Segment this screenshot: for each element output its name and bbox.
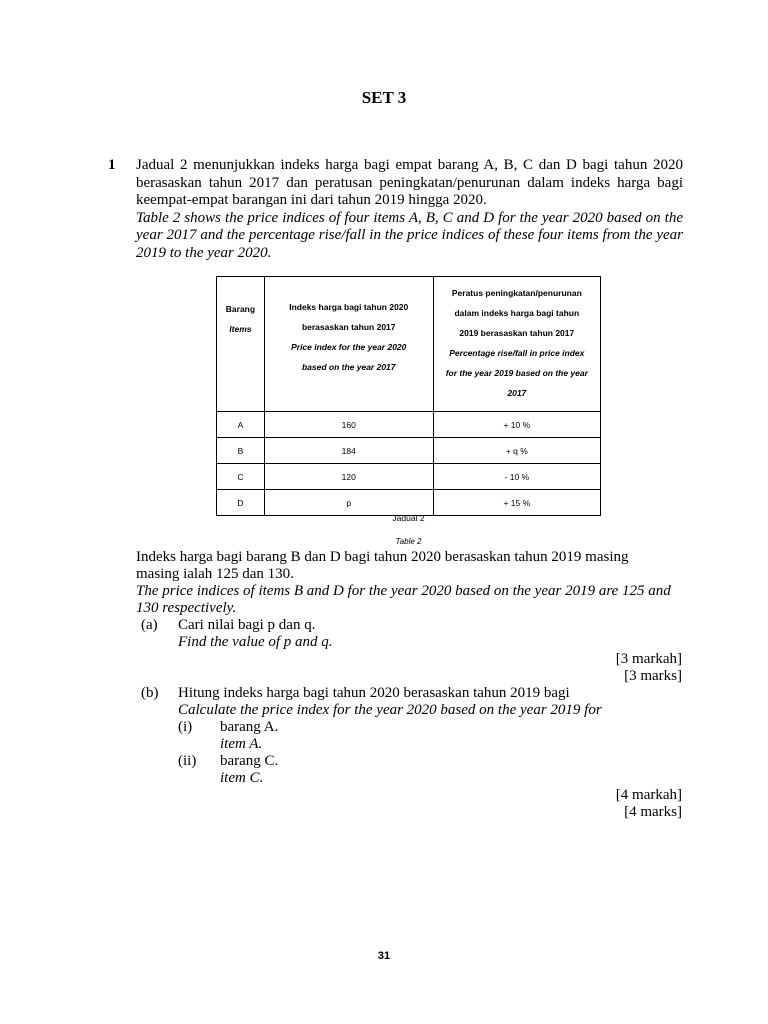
part-b-i-label: (i)	[178, 719, 193, 735]
price-index-table	[216, 276, 601, 516]
cell-pct: + q %	[433, 438, 600, 464]
part-b-label: (b)	[141, 685, 159, 701]
cell-index: 120	[264, 464, 433, 490]
cell-pct: + 15 %	[433, 490, 600, 516]
cell-index: 160	[264, 412, 433, 438]
question-number: 1	[108, 157, 116, 173]
table-header-row	[217, 277, 601, 412]
cell-index: p	[264, 490, 433, 516]
table-caption-malay: Jadual 2	[392, 513, 425, 523]
header-price-index: Indeks harga bagi tahun 2020 berasaskan tahun 2017 Price index for the year 2020 based on the year 2017	[264, 277, 433, 412]
cell-item: B	[217, 438, 265, 464]
table-row	[217, 438, 601, 464]
part-b-ii-label: (ii)	[178, 753, 197, 769]
given-english-line-2: 130 respectively.	[136, 600, 237, 616]
part-b-i-malay: barang A.	[220, 719, 279, 735]
part-a-label: (a)	[141, 617, 158, 633]
cell-item: A	[217, 412, 265, 438]
part-a-marks-malay: [3 markah]	[615, 651, 682, 667]
cell-item: D	[217, 490, 265, 516]
table-caption-english: Table 2	[395, 537, 422, 546]
cell-pct: + 10 %	[433, 412, 600, 438]
cell-index: 184	[264, 438, 433, 464]
header-percentage: Peratus peningkatan/penurunan dalam indeks harga bagi tahun 2019 berasaskan tahun 2017 Percentage rise/fall in price index for the year 2019 based on the year 2017	[433, 277, 600, 412]
cell-pct: - 10 %	[433, 464, 600, 490]
part-b-english: Calculate the price index for the year 2020 based on the year 2019 for	[178, 702, 602, 718]
part-a-malay: Cari nilai bagi p dan q.	[178, 617, 316, 633]
table-row	[217, 490, 601, 516]
part-b-marks-english: [4 marks]	[624, 804, 682, 820]
part-b-ii-malay: barang C.	[220, 753, 279, 769]
given-english-line-1: The price indices of items B and D for the year 2020 based on the year 2019 are 125 and	[136, 583, 671, 599]
part-a-english: Find the value of p and q.	[178, 634, 333, 650]
question-intro	[136, 157, 683, 262]
intro-malay: Jadual 2 menunjukkan indeks harga bagi empat barang A, B, C dan D bagi tahun 2020 berasaskan tahun 2017 dan peratusan peningkatan/penurunan dalam indeks harga bagi keempat-empat barangan ini dari tahun 2019 hingga 2020.	[136, 157, 683, 208]
part-b-malay: Hitung indeks harga bagi tahun 2020 berasaskan tahun 2019 bagi	[178, 685, 570, 701]
header-items: Barang Items	[217, 277, 265, 412]
part-b-ii-english: item C.	[220, 770, 264, 786]
page-number: 31	[377, 950, 391, 962]
given-malay-line-1: Indeks harga bagi barang B dan D bagi tahun 2020 berasaskan tahun 2019 masing	[136, 549, 629, 565]
part-b-i-english: item A.	[220, 736, 263, 752]
cell-item: C	[217, 464, 265, 490]
set-title: SET 3	[361, 88, 407, 107]
table-row	[217, 464, 601, 490]
part-b-marks-malay: [4 markah]	[615, 787, 682, 803]
part-a-marks-english: [3 marks]	[624, 668, 682, 684]
table-row	[217, 412, 601, 438]
given-malay-line-2: masing ialah 125 dan 130.	[136, 566, 294, 582]
intro-english: Table 2 shows the price indices of four items A, B, C and D for the year 2020 based on the year 2017 and the percentage rise/fall in the price indices of these four items from the year 2019 to the year 2020.	[136, 209, 683, 261]
